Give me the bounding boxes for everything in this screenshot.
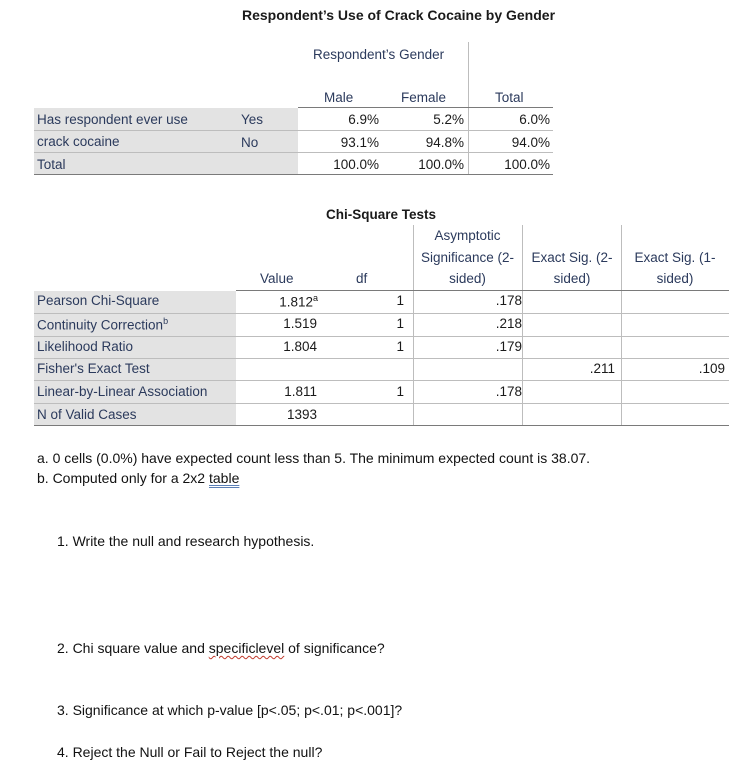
test-n-value: 1393 (286, 407, 317, 422)
cell-yes-female: 5.2% (433, 112, 464, 127)
row-variable-label: crack cocaine (37, 134, 120, 149)
test-linear-value: 1.811 (284, 384, 317, 399)
test-continuity-asym: .218 (495, 316, 522, 331)
test-fisher-label: Fisher's Exact Test (37, 361, 150, 376)
test-fisher-exact1: .109 (698, 361, 725, 376)
footnote-a: a. 0 cells (0.0%) have expected count less than 5. The minimum expected count is 38.07. (37, 450, 591, 466)
divider (34, 403, 729, 404)
test-linear-label: Linear-by-Linear Association (37, 384, 208, 399)
divider (34, 313, 729, 314)
divider (34, 336, 729, 337)
row-no-label: No (241, 135, 259, 150)
divider (34, 358, 729, 359)
col-asymptotic: Asymptotic (434, 228, 501, 243)
row-variable-label: Has respondent ever use (37, 112, 188, 127)
question-1: 1. Write the null and research hypothesis. (57, 533, 315, 549)
cell-no-male: 93.1% (340, 135, 379, 150)
test-likelihood-value: 1.804 (283, 339, 317, 354)
col-female: Female (401, 90, 447, 105)
col-value: Value (260, 271, 294, 286)
test-n-label: N of Valid Cases (37, 407, 137, 422)
test-likelihood-asym: .179 (495, 339, 522, 354)
cell-no-female: 94.8% (425, 135, 464, 150)
divider (236, 290, 729, 291)
col-exact-1sided: Exact Sig. (1- (634, 250, 716, 265)
cell-total-male: 100.0% (333, 157, 379, 172)
divider (34, 425, 729, 426)
col-asymptotic: Significance (2- (420, 250, 515, 265)
test-linear-df: 1 (396, 384, 404, 399)
col-exact-1sided: sided) (656, 271, 694, 286)
test-linear-asym: .178 (495, 384, 522, 399)
test-continuity-df: 1 (396, 316, 404, 331)
cell-yes-male: 6.9% (348, 112, 379, 127)
cell-no-total: 94.0% (511, 135, 550, 150)
test-fisher-exact2: .211 (589, 361, 615, 376)
col-asymptotic: sided) (449, 271, 486, 286)
col-total: Total (495, 90, 524, 105)
cell-total-total: 100.0% (504, 157, 550, 172)
divider (34, 174, 553, 175)
test-continuity-value: 1.519 (283, 316, 317, 331)
question-2: 2. Chi square value and specificlevel of significance? (57, 640, 385, 656)
col-exact-2sided: Exact Sig. (2- (531, 250, 613, 265)
row-yes-label: Yes (241, 112, 264, 127)
column-group-label: Respondent’s Gender (313, 47, 445, 62)
col-df: df (356, 271, 368, 286)
divider (298, 107, 553, 108)
divider (34, 152, 553, 153)
question-3: 3. Significance at which p-value [p<.05; p<.01; p<.001]? (57, 702, 403, 718)
question-4: 4. Reject the Null or Fail to Reject the null? (57, 744, 323, 760)
crosstab-title: Respondent’s Use of Crack Cocaine by Gender (242, 7, 556, 23)
test-continuity-label: Continuity Correction$^b$ (37, 316, 169, 333)
divider (34, 380, 729, 381)
test-pearson-df: 1 (396, 293, 404, 308)
col-exact-2sided: sided) (553, 271, 591, 286)
test-likelihood-label: Likelihood Ratio (37, 339, 134, 354)
test-likelihood-df: 1 (396, 339, 404, 354)
row-total-label: Total (37, 157, 66, 172)
chisq-title: Chi-Square Tests (326, 207, 437, 222)
cell-total-female: 100.0% (418, 157, 464, 172)
divider (468, 42, 469, 174)
footnote-b: b. Computed only for a 2x2 table (37, 470, 240, 486)
test-pearson-value: 1.812$^a$ (279, 293, 318, 310)
cell-yes-total: 6.0% (519, 112, 550, 127)
divider (34, 130, 553, 131)
test-pearson-label: Pearson Chi-Square (37, 293, 160, 308)
col-male: Male (324, 90, 354, 105)
